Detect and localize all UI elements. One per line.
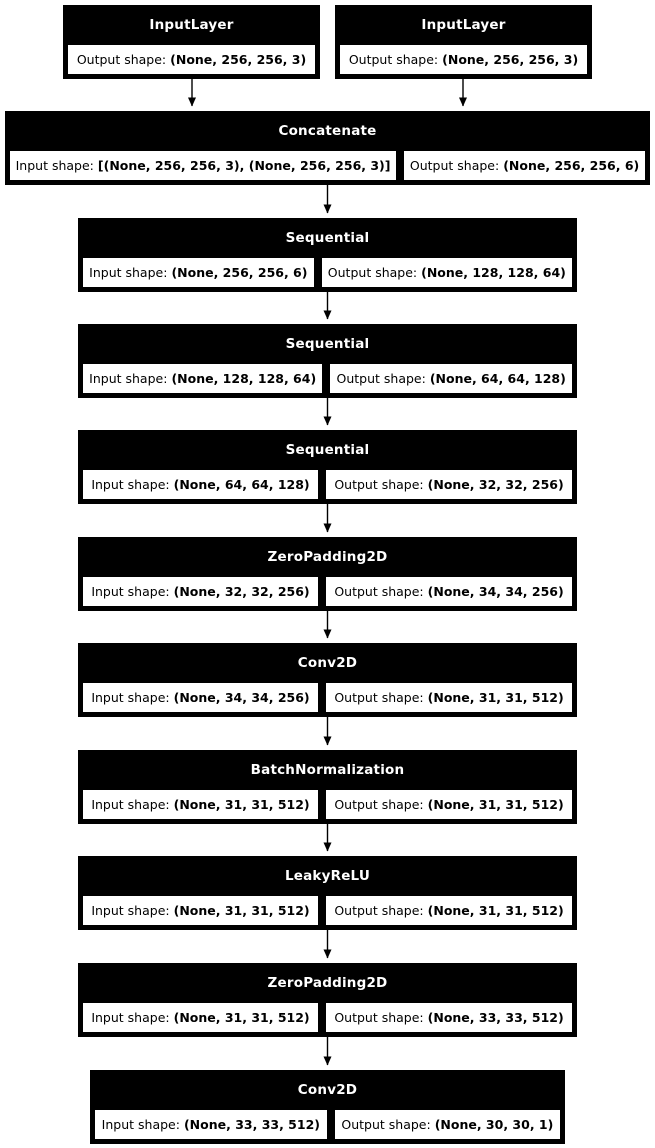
input-shape-prefix: Input shape:	[91, 477, 170, 492]
layer-node-inputlayer-1	[63, 5, 320, 79]
input-shape-prefix: Input shape:	[15, 158, 94, 173]
layer-node-sequential-3	[78, 430, 577, 504]
output-shape-value: (None, 128, 128, 64)	[421, 265, 566, 280]
layer-type-header: Sequential	[285, 229, 370, 246]
layer-type-header: Conv2D	[297, 654, 358, 671]
input-shape-prefix: Input shape:	[89, 371, 168, 386]
input-shape-cell	[94, 1109, 328, 1140]
output-shape-prefix: Output shape:	[336, 371, 426, 386]
output-shape-cell	[325, 895, 573, 926]
output-shape-prefix: Output shape:	[327, 265, 418, 280]
output-shape-prefix: Output shape:	[76, 52, 167, 67]
output-shape-prefix: Output shape:	[334, 903, 424, 918]
output-shape-prefix: Output shape:	[334, 1010, 424, 1025]
input-shape-value: (None, 128, 128, 64)	[171, 371, 317, 386]
output-shape-cell	[325, 1002, 573, 1033]
output-shape-cell	[403, 150, 646, 181]
input-shape-value: [(None, 256, 256, 3), (None, 256, 256, 3)]	[97, 158, 391, 173]
layer-node-conv2d-2	[90, 1070, 565, 1144]
input-shape-cell	[82, 257, 315, 288]
output-shape-value: (None, 31, 31, 512)	[427, 690, 564, 705]
output-shape-cell	[325, 469, 573, 500]
layer-node-batchnormalization	[78, 750, 577, 824]
output-shape-cell	[339, 44, 588, 75]
layer-type-header: InputLayer	[149, 16, 234, 33]
output-shape-value: (None, 34, 34, 256)	[427, 584, 564, 599]
layer-type-header: Sequential	[285, 441, 370, 458]
output-shape-prefix: Output shape:	[334, 477, 424, 492]
input-shape-value: (None, 34, 34, 256)	[173, 690, 310, 705]
output-shape-cell	[325, 576, 573, 607]
input-shape-prefix: Input shape:	[91, 797, 170, 812]
input-shape-cell	[82, 576, 319, 607]
input-shape-cell	[82, 789, 319, 820]
layer-node-concatenate	[5, 111, 650, 185]
layer-node-inputlayer-2	[335, 5, 592, 79]
input-shape-prefix: Input shape:	[91, 584, 170, 599]
layer-node-sequential-2	[78, 324, 577, 398]
layer-node-zeropadding2d-2	[78, 963, 577, 1037]
output-shape-cell	[325, 789, 573, 820]
input-shape-prefix: Input shape:	[91, 903, 170, 918]
layer-node-leakyrelu	[78, 856, 577, 930]
layer-type-header: Concatenate	[278, 122, 377, 139]
layer-type-header: LeakyReLU	[284, 867, 371, 884]
input-shape-prefix: Input shape:	[101, 1117, 180, 1132]
output-shape-cell	[329, 363, 573, 394]
output-shape-value: (None, 32, 32, 256)	[427, 477, 564, 492]
output-shape-cell	[67, 44, 316, 75]
input-shape-prefix: Input shape:	[91, 690, 170, 705]
output-shape-prefix: Output shape:	[409, 158, 500, 173]
output-shape-value: (None, 31, 31, 512)	[427, 903, 564, 918]
input-shape-prefix: Input shape:	[89, 265, 168, 280]
output-shape-value: (None, 64, 64, 128)	[429, 371, 566, 386]
input-shape-value: (None, 31, 31, 512)	[173, 797, 310, 812]
input-shape-value: (None, 256, 256, 6)	[171, 265, 308, 280]
output-shape-value: (None, 256, 256, 6)	[503, 158, 640, 173]
input-shape-cell	[82, 682, 319, 713]
layer-node-conv2d-1	[78, 643, 577, 717]
layer-type-header: ZeroPadding2D	[267, 974, 388, 991]
output-shape-prefix: Output shape:	[348, 52, 439, 67]
output-shape-value: (None, 256, 256, 3)	[170, 52, 307, 67]
input-shape-value: (None, 31, 31, 512)	[173, 1010, 310, 1025]
input-shape-value: (None, 33, 33, 512)	[183, 1117, 320, 1132]
input-shape-cell	[82, 1002, 319, 1033]
output-shape-prefix: Output shape:	[341, 1117, 431, 1132]
output-shape-prefix: Output shape:	[334, 690, 424, 705]
output-shape-prefix: Output shape:	[334, 797, 424, 812]
input-shape-value: (None, 31, 31, 512)	[173, 903, 310, 918]
input-shape-value: (None, 64, 64, 128)	[173, 477, 310, 492]
layer-type-header: Conv2D	[297, 1081, 358, 1098]
output-shape-cell	[334, 1109, 561, 1140]
layer-type-header: ZeroPadding2D	[267, 548, 388, 565]
input-shape-cell	[9, 150, 397, 181]
output-shape-prefix: Output shape:	[334, 584, 424, 599]
layer-type-header: InputLayer	[421, 16, 506, 33]
output-shape-value: (None, 31, 31, 512)	[427, 797, 564, 812]
input-shape-cell	[82, 363, 323, 394]
layer-type-header: BatchNormalization	[250, 761, 405, 778]
input-shape-value: (None, 32, 32, 256)	[173, 584, 310, 599]
output-shape-cell	[321, 257, 573, 288]
output-shape-value: (None, 30, 30, 1)	[434, 1117, 554, 1132]
input-shape-prefix: Input shape:	[91, 1010, 170, 1025]
output-shape-value: (None, 33, 33, 512)	[427, 1010, 564, 1025]
layer-node-sequential-1	[78, 218, 577, 292]
output-shape-cell	[325, 682, 573, 713]
output-shape-value: (None, 256, 256, 3)	[442, 52, 579, 67]
layer-type-header: Sequential	[285, 335, 370, 352]
input-shape-cell	[82, 895, 319, 926]
layer-node-zeropadding2d-1	[78, 537, 577, 611]
input-shape-cell	[82, 469, 319, 500]
